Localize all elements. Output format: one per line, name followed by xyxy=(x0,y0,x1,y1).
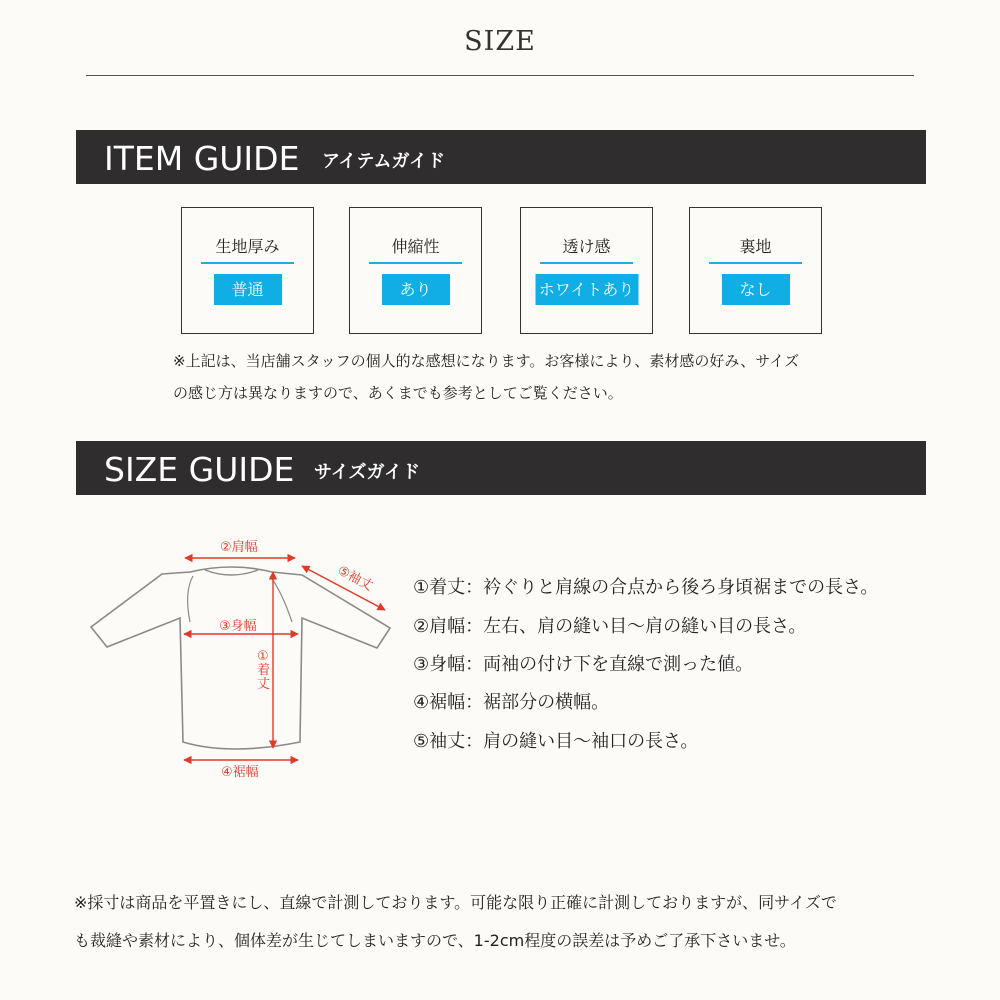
guide-box-label: 透け感 xyxy=(562,237,611,256)
size-guide-title: SIZE GUIDE xyxy=(104,450,295,489)
garment-measurement-diagram xyxy=(80,530,410,790)
guide-box-label: 生地厚み xyxy=(215,237,280,256)
garment-outline xyxy=(91,567,390,749)
item-guide-subtitle: アイテムガイド xyxy=(322,151,445,172)
size-guide-note-line2: も裁縫や素材により、個体差が生じてしまいますので、1-2cm程度の誤差は予めご了承下さいませ。 xyxy=(74,931,796,950)
title-divider xyxy=(86,75,914,76)
guide-box-label: 伸縮性 xyxy=(391,237,440,256)
shoulder-label: ②肩幅 xyxy=(220,540,258,555)
guide-box-value: なし xyxy=(722,274,790,305)
size-guide-subtitle: サイズガイド xyxy=(314,462,421,483)
sleeve-label: ⑤袖丈 xyxy=(334,563,376,595)
guide-box-lining xyxy=(689,207,822,334)
guide-box-thickness xyxy=(181,207,314,334)
guide-box-value: 普通 xyxy=(214,274,282,305)
length-label-char2: 丈 xyxy=(257,677,271,692)
definition-shoulder: ②肩幅：左右、肩の縫い目〜肩の縫い目の長さ。 xyxy=(413,616,807,637)
item-guide-title: ITEM GUIDE xyxy=(104,139,300,178)
guide-box-underline xyxy=(369,262,462,264)
guide-box-value: ホワイトあり xyxy=(535,274,638,305)
guide-box-stretch xyxy=(349,207,482,334)
guide-box-underline xyxy=(201,262,294,264)
guide-box-sheerness xyxy=(520,207,653,334)
body-width-label: ③身幅 xyxy=(219,619,257,634)
guide-box-label: 裏地 xyxy=(739,237,772,256)
guide-box-underline xyxy=(540,262,633,264)
size-guide-note-line1: ※採寸は商品を平置きにし、直線で計測しております。可能な限り正確に計測しておりますが、同サイズで xyxy=(74,893,837,912)
definition-hem: ④裾幅：裾部分の横幅。 xyxy=(413,692,610,713)
guide-box-underline xyxy=(709,262,802,264)
guide-box-value: あり xyxy=(382,274,450,305)
item-guide-header xyxy=(76,130,926,184)
item-guide-note-line1: ※上記は、当店舗スタッフの個人的な感想になります。お客様により、素材感の好み、サイズ xyxy=(173,352,800,370)
definition-body-width: ③身幅：両袖の付け下を直線で測った値。 xyxy=(413,654,754,675)
item-guide-note-line2: の感じ方は異なりますので、あくまでも参考としてご覧ください。 xyxy=(173,384,623,402)
page-title: SIZE xyxy=(464,26,536,57)
definition-length: ①着丈：衿ぐりと肩線の合点から後ろ身頃裾までの長さ。 xyxy=(413,577,879,598)
length-label-char1: 着 xyxy=(257,663,271,678)
size-guide-header xyxy=(76,441,926,495)
length-label-num: ① xyxy=(257,649,269,664)
hem-label: ④裾幅 xyxy=(221,765,259,780)
definition-sleeve: ⑤袖丈：肩の縫い目〜袖口の長さ。 xyxy=(413,731,699,752)
